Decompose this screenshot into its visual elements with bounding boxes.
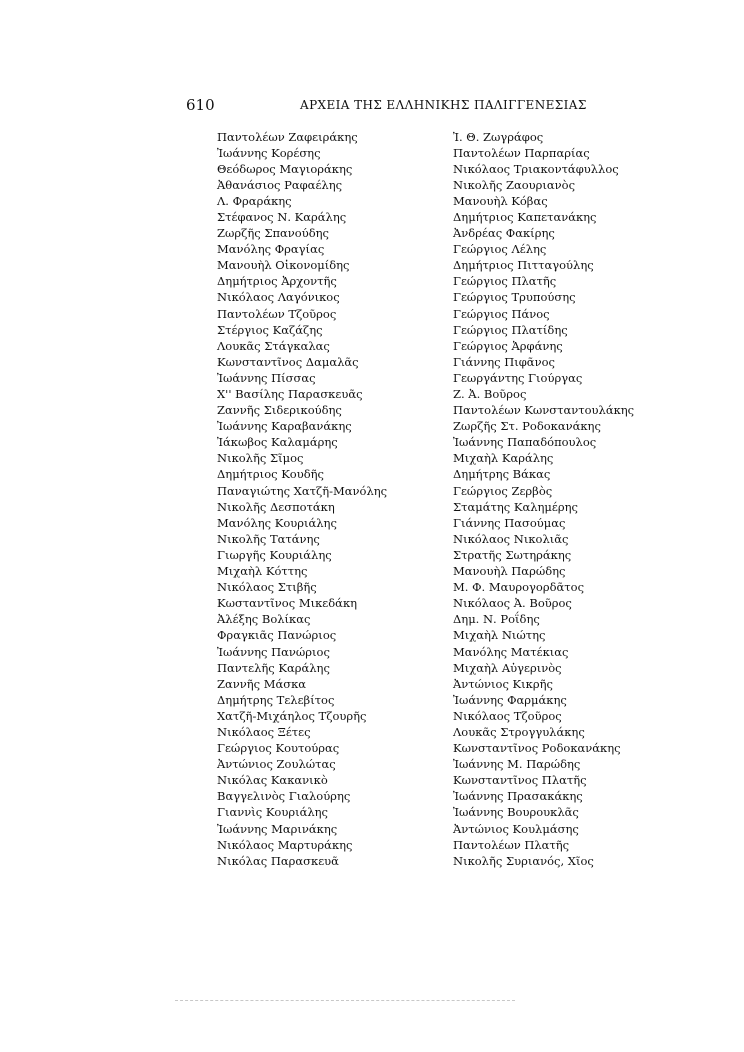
- name-entry: Δημήτριος Καπετανάκης: [453, 209, 597, 224]
- name-entry: Στρατῆς Σωτηράκης: [453, 547, 572, 562]
- name-entry: Γεώργιος Κουτούρας: [217, 741, 340, 756]
- name-entry: Νικόλας Παρασκευᾶ: [217, 853, 339, 868]
- name-entry: Νικόλαος Τριακοντάφυλλος: [453, 161, 619, 176]
- name-entry: Ἰ. Θ. Ζωγράφος: [453, 129, 544, 144]
- name-entry: Δημήτριος Πιτταγούλης: [453, 258, 594, 273]
- name-entry: Γεώργιος Ἀρφάνης: [453, 338, 563, 353]
- name-entry: Παντολέων Ζαφειράκης: [217, 129, 358, 144]
- name-entry: Νικόλαος Νικολιᾶς: [453, 531, 569, 546]
- name-entry: Ἀθανάσιος Ραφαέλης: [217, 177, 343, 192]
- name-entry: Παντελῆς Καράλης: [217, 660, 330, 675]
- name-entry: Ἰάκωβος Καλαμάρης: [217, 435, 338, 450]
- name-entry: Ἰωάννης Κορέσης: [217, 145, 321, 160]
- name-entry: Κωσταντῖνος Μικεδάκη: [217, 596, 358, 611]
- name-entry: Θεόδωρος Μαγιοράκης: [217, 161, 353, 176]
- name-entry: Γεώργιος Πλατῆς: [453, 274, 557, 289]
- name-entry: Μανουὴλ Οἰκονομίδης: [217, 258, 350, 273]
- name-entry: Σταμάτης Καλημέρης: [453, 499, 578, 514]
- name-entry: Νικολῆς Τατάνης: [217, 531, 320, 546]
- name-entry: Γιάννης Πιφᾶνος: [453, 354, 555, 369]
- name-entry: Ἰωάννης Μαρινάκης: [217, 821, 338, 836]
- name-entry: Δημ. Ν. Ροΐδης: [453, 612, 540, 627]
- name-entry: Γιωργῆς Κουριάλης: [217, 547, 332, 562]
- left-name-column: [217, 129, 387, 869]
- name-entry: Ἀντώνιος Κουλμάσης: [453, 821, 579, 836]
- name-entry: Νικόλαος Μαρτυράκης: [217, 837, 353, 852]
- name-entry: Ἰωάννης Βουρουκλᾶς: [453, 805, 579, 820]
- name-entry: Ἀντώνιος Κικρῆς: [453, 676, 553, 691]
- name-entry: Ἀνδρέας Φακίρης: [453, 226, 555, 241]
- name-entry: Νικολῆς Σῖμος: [217, 451, 304, 466]
- name-entry: Ἰωάννης Πίσσας: [217, 370, 316, 385]
- name-entry: Μ. Φ. Μαυρογορδᾶτος: [453, 580, 585, 595]
- name-entry: Παντολέων Τζοῦρος: [217, 306, 337, 321]
- name-entry: Μιχαὴλ Κόττης: [217, 564, 308, 579]
- name-entry: Μανόλης Ματέκιας: [453, 644, 569, 659]
- name-entry: Στέφανος Ν. Καράλης: [217, 209, 347, 224]
- name-entry: Ἰωάννης Παπαδόπουλος: [453, 435, 597, 450]
- name-entry: Ζαννῆς Μάσκα: [217, 676, 307, 691]
- name-entry: Μανόλης Κουριάλης: [217, 515, 337, 530]
- name-entry: Μανουὴλ Παρώδης: [453, 564, 566, 579]
- name-entry: Μιχαὴλ Αὐγερινὸς: [453, 660, 562, 675]
- name-entry: Ζαννῆς Σιδερικούδης: [217, 403, 342, 418]
- right-name-column: [453, 129, 634, 869]
- name-entry: Βαγγελινὸς Γιαλούρης: [217, 789, 351, 804]
- name-entry: Νικόλας Κακανικὸ: [217, 773, 328, 788]
- name-entry: Κωνσταντῖνος Δαμαλᾶς: [217, 354, 359, 369]
- name-entry: Φραγκιᾶς Πανώριος: [217, 628, 337, 643]
- name-entry: Ἀντώνιος Ζουλώτας: [217, 757, 336, 772]
- name-entry: Γεώργιος Τρυπούσης: [453, 290, 576, 305]
- name-entry: Νικόλαος Λαγόνικος: [217, 290, 340, 305]
- name-entry: Ζωρζῆς Σπανούδης: [217, 226, 329, 241]
- name-entry: Παντολέων Κωνσταντουλάκης: [453, 403, 635, 418]
- page-number: 610: [186, 96, 215, 114]
- name-entry: Μιχαὴλ Νιώτης: [453, 628, 546, 643]
- name-entry: Στέργιος Καζάζης: [217, 322, 323, 337]
- running-title: ΑΡΧΕΙΑ ΤΗΣ ΕΛΛΗΝΙΚΗΣ ΠΑΛΙΓΓΕΝΕΣΙΑΣ: [300, 98, 587, 112]
- scan-edge-line: [175, 1000, 515, 1001]
- name-entry: Δημήτρης Τελεβίτος: [217, 692, 335, 707]
- name-entry: Ἰωάννης Πρασακάκης: [453, 789, 583, 804]
- name-entry: Μιχαὴλ Καράλης: [453, 451, 554, 466]
- name-entry: Λουκᾶς Στάγκαλας: [217, 338, 330, 353]
- name-entry: Δημήτριος Ἀρχοντῆς: [217, 274, 337, 289]
- name-entry: Ἰωάννης Καραβανάκης: [217, 419, 352, 434]
- name-entry: Νικολῆς Δεσποτάκη: [217, 499, 335, 514]
- name-entry: Γεώργιος Πάνος: [453, 306, 550, 321]
- name-entry: Ζωρζῆς Στ. Ροδοκανάκης: [453, 419, 601, 434]
- name-entry: Παναγιώτης Χατζῆ-Μανόλης: [217, 483, 388, 498]
- name-entry: Χατζῆ-Μιχάηλος Τζουρῆς: [217, 708, 367, 723]
- name-entry: Γεώργιος Ζερβὸς: [453, 483, 553, 498]
- name-entry: Χ'' Βασίλης Παρασκευᾶς: [217, 387, 363, 401]
- name-entry: Κωνσταντῖνος Ροδοκανάκης: [453, 741, 621, 756]
- name-entry: Νικόλαος Τζοῦρος: [453, 708, 562, 723]
- name-entry: Ἰωάννης Φαρμάκης: [453, 692, 567, 707]
- name-entry: Δημήτριος Κουδῆς: [217, 467, 324, 482]
- name-entry: Ἀλέξης Βολίκας: [217, 612, 311, 627]
- name-entry: Γεωργάντης Γιούργας: [453, 370, 583, 385]
- name-entry: Νικόλαος Ἀ. Βοῦρος: [453, 596, 572, 611]
- name-entry: Παντολέων Πλατῆς: [453, 837, 570, 852]
- name-entry: Ἰωάννης Μ. Παρώδης: [453, 757, 581, 772]
- name-entry: Κωνσταντῖνος Πλατῆς: [453, 773, 587, 788]
- name-entry: Μανουὴλ Κόβας: [453, 193, 548, 208]
- name-entry: Γεώργιος Λέλης: [453, 242, 547, 257]
- name-entry: Ἰωάννης Πανώριος: [217, 644, 330, 659]
- name-entry: Νικόλαος Στιβῆς: [217, 580, 317, 595]
- name-entry: Λ. Φραράκης: [217, 193, 292, 208]
- name-entry: Ζ. Ἀ. Βοῦρος: [453, 387, 527, 401]
- name-entry: Νικόλαος Ξέτες: [217, 724, 311, 739]
- name-entry: Νικολῆς Συριανός, Χῖος: [453, 853, 594, 868]
- name-entry: Γιάννης Πασούμας: [453, 515, 566, 530]
- name-entry: Νικολῆς Ζαουριανὸς: [453, 177, 576, 192]
- name-entry: Λουκᾶς Στρογγυλάκης: [453, 724, 585, 739]
- name-entry: Γιαννὶς Κουριάλης: [217, 805, 329, 820]
- name-entry: Δημήτρης Βάκας: [453, 467, 551, 482]
- name-entry: Παντολέων Παρπαρίας: [453, 145, 590, 160]
- name-entry: Μανόλης Φραγίας: [217, 242, 325, 257]
- name-entry: Γεώργιος Πλατίδης: [453, 322, 568, 337]
